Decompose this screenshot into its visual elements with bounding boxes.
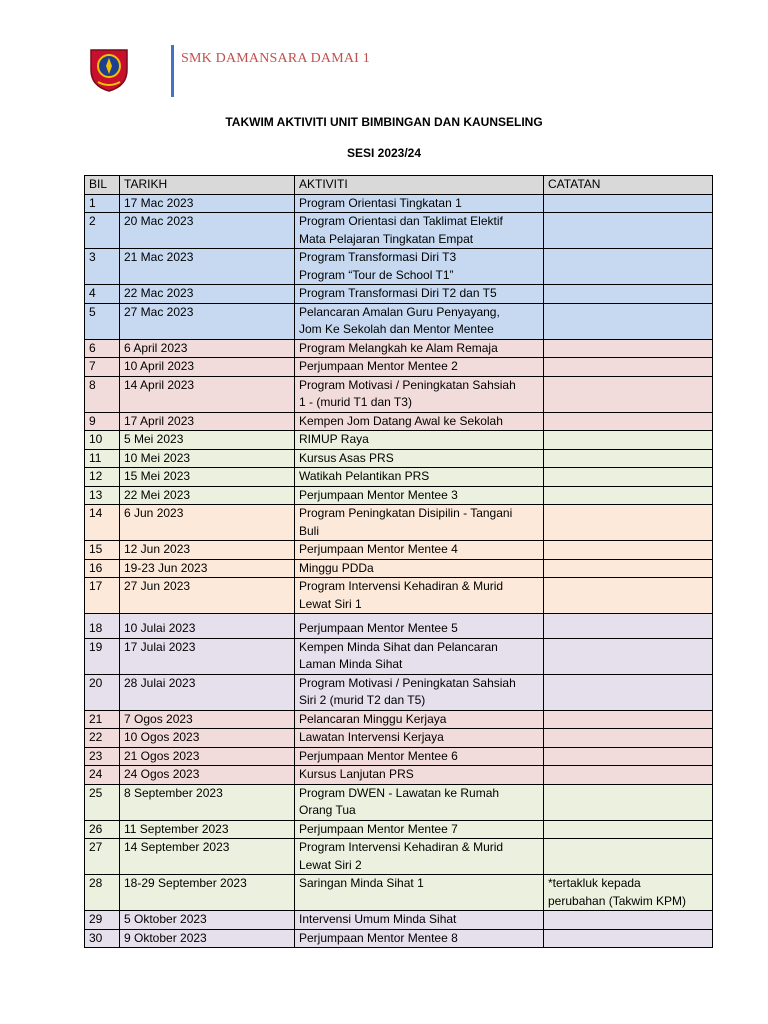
cell-aktiviti-line: Saringan Minda Sihat 1 — [299, 876, 424, 890]
table-row — [85, 376, 713, 412]
cell-tarikh: 5 Mei 2023 — [120, 431, 295, 450]
cell-bil: 13 — [85, 486, 120, 505]
cell-catatan — [544, 412, 713, 431]
cell-aktiviti-line: Program Melangkah ke Alam Remaja — [299, 340, 498, 355]
cell-catatan — [544, 729, 713, 748]
cell-aktiviti — [295, 376, 544, 412]
cell-bil: 10 — [85, 431, 120, 450]
table-row — [85, 911, 713, 930]
cell-bil: 20 — [85, 674, 120, 710]
cell-tarikh: 17 Julai 2023 — [120, 638, 295, 674]
schedule-table — [84, 175, 713, 948]
column-header-tarikh: TARIKH — [120, 176, 295, 195]
table-row — [85, 839, 713, 875]
cell-aktiviti-line: Lewat Siri 1 — [299, 596, 362, 611]
table-row — [85, 505, 713, 541]
cell-tarikh: 17 Mac 2023 — [120, 194, 295, 213]
cell-tarikh: 20 Mac 2023 — [120, 213, 295, 249]
cell-bil: 29 — [85, 911, 120, 930]
cell-aktiviti — [295, 638, 544, 674]
table-row — [85, 875, 713, 911]
cell-aktiviti-line: Laman Minda Sihat — [299, 657, 403, 671]
cell-bil: 21 — [85, 710, 120, 729]
cell-tarikh: 10 Mei 2023 — [120, 449, 295, 468]
cell-tarikh: 6 Jun 2023 — [120, 505, 295, 541]
cell-bil: 5 — [85, 303, 120, 339]
header-divider — [171, 45, 174, 97]
cell-aktiviti-line: Perjumpaan Mentor Mentee 6 — [299, 748, 458, 763]
cell-catatan-line: *tertakluk kepada — [548, 876, 641, 890]
cell-aktiviti-line: Program Motivasi / Peningkatan Sahsiah — [299, 377, 516, 392]
cell-aktiviti-line: Lewat Siri 2 — [299, 857, 362, 872]
table-row — [85, 674, 713, 710]
cell-bil: 3 — [85, 249, 120, 285]
cell-tarikh: 17 April 2023 — [120, 412, 295, 431]
cell-bil: 18 — [85, 614, 120, 639]
cell-aktiviti-line: Pelancaran Minggu Kerjaya — [299, 711, 447, 726]
cell-catatan — [544, 449, 713, 468]
cell-aktiviti-line: Perjumpaan Mentor Mentee 3 — [299, 487, 458, 502]
cell-aktiviti-line: Program Orientasi dan Taklimat Elektif — [299, 214, 503, 228]
cell-catatan — [544, 431, 713, 450]
cell-aktiviti-line: RIMUP Raya — [299, 432, 369, 446]
table-row — [85, 449, 713, 468]
cell-catatan — [544, 285, 713, 304]
table-row — [85, 213, 713, 249]
cell-bil: 15 — [85, 541, 120, 560]
cell-catatan — [544, 674, 713, 710]
cell-catatan — [544, 486, 713, 505]
cell-catatan — [544, 747, 713, 766]
cell-bil: 12 — [85, 468, 120, 487]
cell-aktiviti — [295, 449, 544, 468]
document-subtitle: SESI 2023/24 — [346, 146, 422, 160]
table-row — [85, 559, 713, 578]
cell-aktiviti — [295, 578, 544, 614]
cell-aktiviti — [295, 766, 544, 785]
column-header-bil: BIL — [85, 176, 120, 195]
cell-aktiviti-line: Kursus Asas PRS — [299, 450, 394, 465]
cell-aktiviti — [295, 729, 544, 748]
cell-aktiviti-line: Program Intervensi Kehadiran & Murid — [299, 840, 504, 854]
cell-tarikh: 8 September 2023 — [120, 784, 295, 820]
cell-catatan — [544, 638, 713, 674]
cell-bil: 28 — [85, 875, 120, 911]
school-crest-icon — [88, 46, 130, 92]
cell-aktiviti — [295, 614, 544, 639]
table-row — [85, 638, 713, 674]
cell-aktiviti-line: Perjumpaan Mentor Mentee 5 — [299, 621, 458, 635]
cell-aktiviti-line: Intervensi Umum Minda Sihat — [299, 912, 457, 926]
table-row — [85, 194, 713, 213]
cell-bil: 4 — [85, 285, 120, 304]
cell-catatan — [544, 839, 713, 875]
cell-aktiviti — [295, 285, 544, 304]
cell-tarikh: 5 Oktober 2023 — [120, 911, 295, 930]
cell-bil: 25 — [85, 784, 120, 820]
cell-aktiviti-line: Program Intervensi Kehadiran & Murid — [299, 579, 504, 593]
cell-catatan — [544, 929, 713, 948]
table-row — [85, 766, 713, 785]
cell-aktiviti-line: Kursus Lanjutan PRS — [299, 767, 414, 781]
cell-aktiviti-line: Program “Tour de School T1” — [299, 267, 454, 282]
cell-bil: 26 — [85, 820, 120, 839]
cell-aktiviti — [295, 303, 544, 339]
cell-catatan — [544, 541, 713, 560]
cell-bil: 16 — [85, 559, 120, 578]
cell-catatan — [544, 194, 713, 213]
cell-tarikh: 22 Mac 2023 — [120, 285, 295, 304]
cell-bil: 1 — [85, 194, 120, 213]
cell-aktiviti — [295, 911, 544, 930]
cell-aktiviti-line: Perjumpaan Mentor Mentee 8 — [299, 930, 458, 945]
cell-tarikh: 27 Jun 2023 — [120, 578, 295, 614]
cell-aktiviti — [295, 412, 544, 431]
document-title: TAKWIM AKTIVITI UNIT BIMBINGAN DAN KAUNSELING — [225, 115, 543, 129]
cell-tarikh: 22 Mei 2023 — [120, 486, 295, 505]
table-row — [85, 820, 713, 839]
cell-bil: 8 — [85, 376, 120, 412]
cell-aktiviti-line: Watikah Pelantikan PRS — [299, 469, 430, 483]
table-row — [85, 412, 713, 431]
cell-tarikh: 24 Ogos 2023 — [120, 766, 295, 785]
cell-aktiviti-line: Perjumpaan Mentor Mentee 7 — [299, 821, 458, 836]
table-row — [85, 541, 713, 560]
cell-tarikh: 15 Mei 2023 — [120, 468, 295, 487]
table-row — [85, 339, 713, 358]
cell-aktiviti — [295, 505, 544, 541]
cell-aktiviti — [295, 747, 544, 766]
cell-catatan — [544, 820, 713, 839]
table-row — [85, 578, 713, 614]
cell-aktiviti — [295, 431, 544, 450]
cell-catatan — [544, 505, 713, 541]
table-row — [85, 431, 713, 450]
cell-aktiviti-line: Program Transformasi Diri T2 dan T5 — [299, 286, 497, 300]
cell-bil: 11 — [85, 449, 120, 468]
cell-aktiviti — [295, 358, 544, 377]
table-row — [85, 710, 713, 729]
cell-tarikh: 28 Julai 2023 — [120, 674, 295, 710]
cell-aktiviti — [295, 929, 544, 948]
cell-tarikh: 14 September 2023 — [120, 839, 295, 875]
cell-aktiviti — [295, 468, 544, 487]
table-row — [85, 303, 713, 339]
cell-catatan — [544, 376, 713, 412]
cell-aktiviti-line: Kempen Jom Datang Awal ke Sekolah — [299, 413, 503, 428]
cell-catatan — [544, 784, 713, 820]
cell-bil: 22 — [85, 729, 120, 748]
cell-tarikh: 6 April 2023 — [120, 339, 295, 358]
cell-tarikh: 11 September 2023 — [120, 820, 295, 839]
cell-aktiviti — [295, 249, 544, 285]
cell-bil: 2 — [85, 213, 120, 249]
cell-catatan — [544, 213, 713, 249]
cell-aktiviti — [295, 710, 544, 729]
cell-aktiviti-line: Mata Pelajaran Tingkatan Empat — [299, 231, 474, 246]
cell-tarikh: 27 Mac 2023 — [120, 303, 295, 339]
cell-catatan — [544, 468, 713, 487]
cell-aktiviti — [295, 339, 544, 358]
table-row — [85, 614, 713, 639]
cell-aktiviti-line: Perjumpaan Mentor Mentee 2 — [299, 359, 458, 373]
cell-tarikh: 12 Jun 2023 — [120, 541, 295, 560]
cell-aktiviti — [295, 559, 544, 578]
cell-aktiviti-line: Program Peningkatan Disipilin - Tangani — [299, 506, 513, 520]
cell-aktiviti-line: Siri 2 (murid T2 dan T5) — [299, 693, 426, 707]
cell-aktiviti — [295, 784, 544, 820]
cell-tarikh: 10 Julai 2023 — [120, 614, 295, 639]
table-row — [85, 285, 713, 304]
cell-bil: 30 — [85, 929, 120, 948]
column-header-catatan: CATATAN — [544, 176, 713, 195]
cell-aktiviti — [295, 486, 544, 505]
cell-catatan — [544, 766, 713, 785]
cell-aktiviti-line: Perjumpaan Mentor Mentee 4 — [299, 542, 458, 556]
column-header-aktiviti: AKTIVITI — [295, 176, 544, 195]
cell-aktiviti-line: Minggu PDDa — [299, 560, 374, 575]
table-row — [85, 784, 713, 820]
table-row — [85, 486, 713, 505]
cell-bil: 24 — [85, 766, 120, 785]
table-row — [85, 729, 713, 748]
cell-aktiviti-line: Pelancaran Amalan Guru Penyayang, — [299, 304, 500, 319]
table-body — [85, 194, 713, 948]
cell-catatan — [544, 358, 713, 377]
cell-aktiviti — [295, 213, 544, 249]
cell-tarikh: 10 Ogos 2023 — [120, 729, 295, 748]
cell-bil: 17 — [85, 578, 120, 614]
cell-tarikh: 10 April 2023 — [120, 358, 295, 377]
cell-aktiviti-line: Program Transformasi Diri T3 — [299, 250, 457, 264]
cell-aktiviti — [295, 839, 544, 875]
cell-catatan — [544, 614, 713, 639]
cell-aktiviti — [295, 541, 544, 560]
cell-tarikh: 14 April 2023 — [120, 376, 295, 412]
cell-aktiviti-line: Program Motivasi / Peningkatan Sahsiah — [299, 675, 516, 690]
cell-aktiviti — [295, 194, 544, 213]
cell-aktiviti — [295, 875, 544, 911]
cell-aktiviti-line: Lawatan Intervensi Kerjaya — [299, 730, 444, 744]
cell-bil: 6 — [85, 339, 120, 358]
cell-aktiviti — [295, 674, 544, 710]
cell-bil: 7 — [85, 358, 120, 377]
table-row — [85, 468, 713, 487]
cell-catatan — [544, 339, 713, 358]
cell-bil: 9 — [85, 412, 120, 431]
table-row — [85, 747, 713, 766]
cell-aktiviti-line: Program DWEN - Lawatan ke Rumah — [299, 785, 500, 800]
cell-tarikh: 18-29 September 2023 — [120, 875, 295, 911]
cell-tarikh: 19-23 Jun 2023 — [120, 559, 295, 578]
cell-catatan-line: perubahan (Takwim KPM) — [548, 893, 687, 908]
cell-catatan — [544, 303, 713, 339]
cell-bil: 19 — [85, 638, 120, 674]
table-row — [85, 249, 713, 285]
table-row — [85, 358, 713, 377]
cell-tarikh: 7 Ogos 2023 — [120, 710, 295, 729]
cell-tarikh: 9 Oktober 2023 — [120, 929, 295, 948]
cell-catatan — [544, 249, 713, 285]
cell-aktiviti-line: Jom Ke Sekolah dan Mentor Mentee — [299, 322, 494, 336]
cell-catatan — [544, 875, 713, 911]
cell-aktiviti-line: Kempen Minda Sihat dan Pelancaran — [299, 639, 498, 654]
cell-aktiviti-line: Program Orientasi Tingkatan 1 — [299, 195, 462, 210]
cell-tarikh: 21 Mac 2023 — [120, 249, 295, 285]
cell-aktiviti-line: Orang Tua — [299, 803, 356, 817]
cell-bil: 14 — [85, 505, 120, 541]
cell-catatan — [544, 911, 713, 930]
cell-catatan — [544, 559, 713, 578]
table-header-row — [85, 176, 713, 195]
cell-bil: 23 — [85, 747, 120, 766]
cell-aktiviti-line: Buli — [299, 523, 320, 538]
cell-tarikh: 21 Ogos 2023 — [120, 747, 295, 766]
school-name: SMK DAMANSARA DAMAI 1 — [181, 51, 370, 66]
cell-aktiviti — [295, 820, 544, 839]
cell-catatan — [544, 710, 713, 729]
cell-catatan — [544, 578, 713, 614]
cell-bil: 27 — [85, 839, 120, 875]
cell-aktiviti-line: 1 - (murid T1 dan T3) — [299, 395, 412, 409]
table-row — [85, 929, 713, 948]
